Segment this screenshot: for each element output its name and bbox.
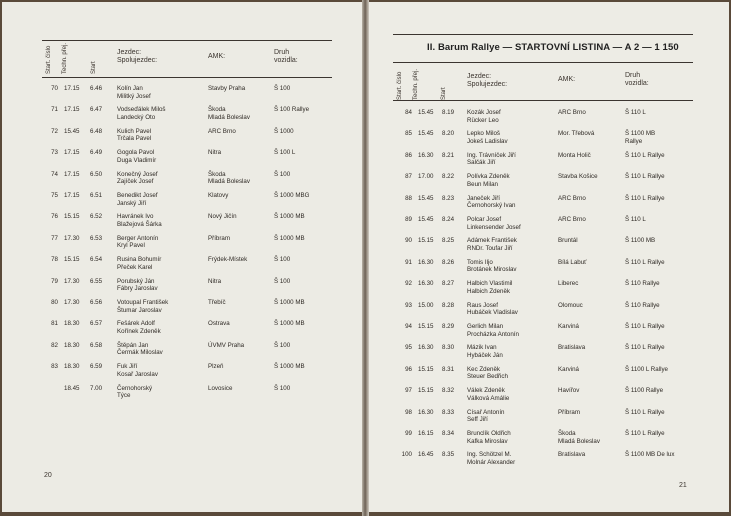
vehicle-type: Š 100 [274,85,291,92]
codriver-name: Molnár Alexander [467,458,516,466]
codriver-name: Hybáček Ján [467,351,503,359]
driver-name: Kec Zdeněk [467,365,501,373]
inspection-time: 16.30 [418,408,434,416]
club-name: Mor. Třebová [558,130,595,138]
codriver-name: Janský Jiří [117,199,147,207]
codriver-name: RNDr. Toufar Jiří [467,244,513,252]
club-name: Škoda [558,430,576,437]
driver-name: Polívka Zdeněk [467,173,510,181]
driver-name: Fuk Jiří [117,363,138,371]
start-time: 6.51 [90,192,103,199]
table-row [2,192,364,208]
codriver-name: Kosař Jaroslav [117,370,158,378]
codriver-name: Zajíček Josef [117,178,154,186]
table-row [367,130,729,146]
driver-name: Polcar Josef [467,216,502,223]
driver-name: Gerlich Milan [467,323,504,330]
table-row [367,237,729,253]
inspection-time: 16.30 [418,151,434,159]
club-name: Monta Holič [558,151,591,159]
start-number: 80 [51,299,58,306]
driver-name: Konečný Josef [117,170,158,178]
vehicle-type: Š 1000 MB [274,213,305,221]
club-name: Bratislava [558,344,586,352]
driver-name: Štěpán Jan [117,341,149,349]
vehicle-type: Š 110 L Rallye [625,408,665,416]
page-number: 20 [44,472,52,479]
driver-name: Kolín Jan [117,85,143,92]
table-row [367,216,729,232]
driver-name: Ing. Trávníček Jiří [467,151,516,159]
vehicle-type: Š 110 L Rallye [625,430,665,437]
start-number: 93 [405,301,412,309]
table-row [2,256,364,272]
vehicle-type: Š 110 L [625,216,646,223]
club-name: Nitra [208,277,222,285]
club-name: ARC Brno [558,194,586,202]
table-row [367,430,729,446]
start-number: 95 [405,344,412,352]
col-header-codriver: Spolujezdec: [117,57,158,64]
right-page [367,2,729,512]
inspection-time: 17.30 [64,277,80,285]
club-name: Bruntál [558,237,578,245]
club-name: Třebíč [208,299,226,306]
start-time: 6.56 [90,299,103,306]
table-row [2,363,364,379]
start-number: 91 [405,258,412,266]
col-header-vehicle: Druh [625,72,641,79]
start-time: 8.28 [442,301,455,309]
club-name: Škoda [208,170,226,178]
start-number: 79 [51,277,58,285]
page-title: II. Barum Rallye — STARTOVNÍ LISTINA — A 2 — 1 150 [427,42,679,53]
club-name: Nový Jičín [208,213,237,221]
table-row [367,409,729,425]
start-time: 6.52 [90,213,103,221]
col-header-codriver: Spolujezdec: [467,81,508,88]
codriver-name: Přeček Karel [117,263,153,271]
start-time: 8.32 [442,387,455,395]
vehicle-type: Š 1000 MB [274,234,305,242]
club-name: Karviná [558,323,579,330]
start-number: 99 [405,430,412,437]
start-time: 8.27 [442,280,455,288]
codriver-name: Brotánek Miroslav [467,266,517,274]
vehicle-type: Š 100 [274,170,291,178]
inspection-time: 17.00 [418,173,434,181]
vehicle-type-2: Rallye [625,137,643,145]
table-row [2,320,364,336]
inspection-time: 16.15 [418,430,434,437]
table-row [367,259,729,275]
col-header-start-number: Start. číslo [46,45,52,74]
codriver-name: Fábry Jaroslav [117,285,158,293]
club-name: Škoda [208,106,226,114]
inspection-time: 15.45 [418,194,434,202]
start-number: 74 [51,170,58,178]
vehicle-type: Š 1100 MB [625,237,656,245]
inspection-time: 15.45 [418,216,434,223]
inspection-time: 17.15 [64,149,80,157]
col-header-start-time: Start [91,61,97,74]
start-number: 75 [51,192,58,199]
inspection-time: 15.15 [418,387,434,395]
driver-name: Votoupal František [117,299,169,306]
start-number: 94 [405,323,412,330]
inspection-time: 18.30 [64,320,80,328]
codriver-name: Procházka Antonín [467,330,519,338]
driver-name: Ing. Schötzel M. [467,451,512,459]
col-header-vehicle: Druh [274,49,290,56]
driver-name: Benedikt Josef [117,192,158,199]
inspection-time: 15.15 [418,237,434,245]
start-number: 83 [51,363,58,371]
book-gutter [362,0,369,516]
vehicle-type: Š 1000 [274,127,294,135]
codriver-name: Kořínek Zdeněk [117,327,161,335]
driver-name: Tomis Iljo [467,258,493,266]
club-name: Stavba Košice [558,173,598,181]
club-name: Příbram [208,234,231,242]
codriver-name: Blažejová Šárka [117,220,162,228]
inspection-time: 15.15 [418,365,434,373]
codriver-name: Týce [117,392,131,400]
driver-name: Raus Josef [467,301,498,309]
club-name: Karviná [558,365,579,373]
inspection-time: 16.30 [418,258,434,266]
inspection-time: 17.30 [64,299,80,306]
codriver-name: Beun Milan [467,180,498,188]
start-time: 6.49 [90,149,103,157]
table-row [2,149,364,165]
col-header-club: AMK: [558,76,576,83]
left-page [2,2,364,512]
header-bottom-rule [42,77,332,78]
inspection-time: 17.15 [64,170,80,178]
vehicle-type: Š 1000 MB [274,320,305,328]
table-row [2,235,364,251]
inspection-time: 15.15 [64,256,80,264]
col-header-start-time: Start [441,87,447,100]
driver-name: Janeček Jiří [467,194,501,202]
club-name: Bílá Labuť [558,258,587,266]
start-number: 81 [51,320,58,328]
club-name: Havířov [558,387,580,395]
col-header-vehicle-2: vozidla: [625,80,649,87]
vehicle-type: Š 100 [274,341,291,349]
codriver-name: Čermák Miloslav [117,349,163,357]
inspection-time: 16.45 [418,451,434,459]
col-header-club: AMK: [208,53,226,60]
start-time: 8.29 [442,323,455,330]
inspection-time: 17.15 [64,192,80,199]
vehicle-type: Š 100 [274,384,291,392]
table-row [2,85,364,101]
start-time: 8.22 [442,173,455,181]
start-time: 8.26 [442,258,455,266]
start-time: 8.23 [442,194,455,202]
start-time: 8.35 [442,451,455,459]
table-row [2,385,364,401]
table-row [367,195,729,211]
driver-name: Kozák Josef [467,109,501,116]
club-name-2: Mladá Boleslav [558,437,600,445]
codriver-name: Halbich Zdeněk [467,287,510,295]
vehicle-type: Š 110 L Rallye [625,258,665,266]
inspection-time: 18.30 [64,341,80,349]
start-time: 8.21 [442,151,455,159]
page-number: 21 [679,482,687,489]
driver-name: Rusina Bohumír [117,256,162,264]
table-row [367,387,729,403]
start-time: 8.20 [442,130,455,138]
inspection-time: 17.30 [64,234,80,242]
inspection-time: 15.45 [418,130,434,138]
start-number: 85 [405,130,412,138]
start-time: 7.00 [90,384,103,392]
col-header-driver: Jezdec: [467,73,492,80]
start-number: 82 [51,341,58,349]
club-name-2: Mladá Boleslav [208,113,250,121]
vehicle-type: Š 1100 L Rallye [625,365,668,373]
start-number: 76 [51,213,58,221]
vehicle-type: Š 110 Rallye [625,301,660,309]
col-header-start-number: Start. číslo [397,71,403,100]
club-name: Liberec [558,280,579,288]
codriver-name: Válková Amálie [467,394,510,402]
start-number: 88 [405,194,412,202]
table-row [367,451,729,467]
header-top-rule [393,62,693,63]
start-number: 97 [405,387,412,395]
club-name: ARC Brno [558,109,586,116]
start-time: 8.33 [442,408,455,416]
col-header-inspection: Techn. přej. [62,42,68,74]
start-number: 98 [405,408,412,416]
start-number: 86 [405,151,412,159]
title-top-rule [393,34,693,35]
start-time: 8.19 [442,109,455,116]
club-name: ÚVMV Praha [208,341,245,349]
driver-name: Lepko Miloš [467,130,501,138]
vehicle-type: Š 110 L Rallye [625,173,665,181]
table-row [2,128,364,144]
club-name: ARC Brno [208,127,236,135]
start-number: 78 [51,256,58,264]
inspection-time: 15.45 [64,127,80,135]
start-time: 6.59 [90,363,103,371]
driver-name: Brunclík Oldřich [467,430,511,437]
start-number: 89 [405,216,412,223]
table-row [367,109,729,125]
vehicle-type: Š 100 [274,256,291,264]
codriver-name: Jokeš Ladislav [467,137,508,145]
start-number: 87 [405,173,412,181]
vehicle-type: Š 110 Rallye [625,280,660,288]
table-row [367,280,729,296]
inspection-time: 18.45 [64,384,80,392]
table-row [367,366,729,382]
vehicle-type: Š 110 L Rallye [625,323,665,330]
codriver-name: Seff Jiří [467,416,488,424]
start-time: 8.34 [442,430,455,437]
start-number: 77 [51,234,58,242]
club-name: ARC Brno [558,216,586,223]
club-name: Klatovy [208,192,229,199]
club-name: Příbram [558,408,581,416]
vehicle-type: Š 110 L Rallye [625,151,665,159]
header-bottom-rule [393,100,693,101]
start-number: 84 [405,109,412,116]
club-name: Frýdek-Místek [208,256,248,264]
codriver-name: Salčák Jiří [467,159,496,167]
start-time: 8.31 [442,365,455,373]
inspection-time: 18.30 [64,363,80,371]
driver-name: Mázik Ivan [467,344,497,352]
codriver-name: Štumar Jaroslav [117,306,162,314]
driver-name: Berger Antonín [117,234,159,242]
club-name: Olomouc [558,301,583,309]
driver-name: Gogola Pavol [117,149,155,157]
start-number: 92 [405,280,412,288]
codriver-name: Landecký Oto [117,113,156,121]
codriver-name: Trčala Pavel [117,135,152,143]
club-name: Plzeň [208,363,224,371]
inspection-time: 15.15 [418,323,434,330]
start-time: 6.55 [90,277,103,285]
club-name: Ostrava [208,320,230,328]
codriver-name: Militký Josef [117,92,151,100]
club-name: Bratislava [558,451,586,459]
driver-name: Vodseďálek Miloš [117,106,166,114]
table-row [2,213,364,229]
driver-name: Císař Antonín [467,408,505,416]
table-row [2,342,364,358]
vehicle-type: Š 1100 Rallye [625,387,664,395]
start-time: 6.50 [90,170,103,178]
start-number: 100 [401,451,412,459]
start-time: 8.30 [442,344,455,352]
codriver-name: Hubáček Vladislav [467,309,518,317]
codriver-name: Rücker Leo [467,116,499,124]
table-row [367,173,729,189]
vehicle-type: Š 1100 MB [625,130,656,138]
vehicle-type: Š 100 [274,277,291,285]
vehicle-type: Š 100 L [274,149,296,157]
driver-name: Halbich Vlastimil [467,280,513,288]
inspection-time: 17.15 [64,106,80,114]
club-name: Stavby Praha [208,85,246,92]
inspection-time: 15.45 [418,109,434,116]
table-row [2,171,364,187]
driver-name: Válek Zdeněk [467,387,505,395]
vehicle-type: Š 110 L [625,109,646,116]
inspection-time: 15.00 [418,301,434,309]
codriver-name: Kafka Miroslav [467,437,508,445]
start-number: 71 [51,106,58,114]
start-time: 6.53 [90,234,103,242]
table-row [367,302,729,318]
club-name-2: Mladá Boleslav [208,178,250,186]
table-row [367,323,729,339]
table-row [2,106,364,122]
table-row [367,344,729,360]
driver-name: Kulich Pavel [117,127,152,135]
start-number: 72 [51,127,58,135]
driver-name: Havránek Ivo [117,213,154,221]
vehicle-type: Š 110 L Rallye [625,344,665,352]
inspection-time: 17.15 [64,85,80,92]
start-time: 6.46 [90,85,103,92]
vehicle-type: Š 1000 MB [274,299,305,306]
codriver-name: Duga Vladimír [117,156,157,164]
vehicle-type: Š 1000 MBG [274,192,310,199]
vehicle-type: Š 1000 MB [274,363,305,371]
col-header-inspection: Techn. přej. [413,68,419,100]
inspection-time: 16.30 [418,344,434,352]
driver-name: Porubský Ján [117,277,155,285]
codriver-name: Černohorský Ivan [467,202,516,210]
start-number: 90 [405,237,412,245]
start-time: 6.57 [90,320,103,328]
driver-name: Adámek František [467,237,517,245]
start-number: 70 [51,85,58,92]
start-time: 6.58 [90,341,103,349]
vehicle-type: Š 100 Rallye [274,106,310,114]
driver-name: Černohorský [117,384,153,392]
start-number: 96 [405,365,412,373]
table-row [2,299,364,315]
header-top-rule [42,40,332,41]
start-time: 8.24 [442,216,455,223]
start-time: 8.25 [442,237,455,245]
club-name: Lovosice [208,384,233,392]
table-row [367,152,729,168]
codriver-name: Linkensender Josef [467,223,521,231]
driver-name: Fešárek Adolf [117,320,155,328]
start-time: 6.47 [90,106,103,114]
club-name: Nitra [208,149,222,157]
col-header-driver: Jezdec: [117,49,142,56]
inspection-time: 16.30 [418,280,434,288]
inspection-time: 15.15 [64,213,80,221]
table-row [2,278,364,294]
codriver-name: Kryl Pavel [117,242,145,250]
codriver-name: Steuer Bedřich [467,373,508,381]
start-time: 6.54 [90,256,103,264]
start-number: 73 [51,149,58,157]
vehicle-type: Š 1100 MB De lux [625,451,675,459]
start-time: 6.48 [90,127,103,135]
vehicle-type: Š 110 L Rallye [625,194,665,202]
col-header-vehicle-2: vozidla: [274,57,298,64]
